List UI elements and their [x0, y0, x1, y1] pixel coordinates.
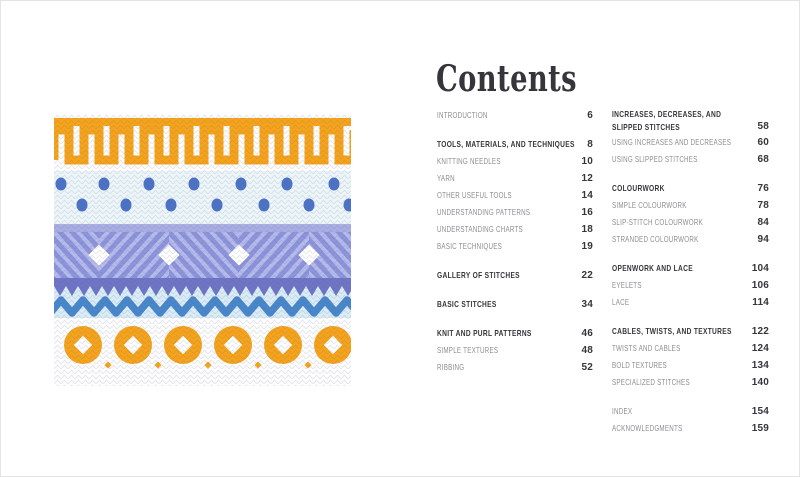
toc-entry-label: SLIP-STITCH COLOURWORK	[612, 218, 704, 227]
toc-entry	[612, 357, 769, 374]
toc-entry	[612, 180, 769, 197]
toc-entry-page: 140	[751, 377, 769, 388]
toc-entry	[612, 134, 769, 151]
toc-entry-page: 104	[751, 263, 769, 274]
toc-entry-page: 48	[581, 345, 593, 356]
toc-entry	[612, 260, 769, 277]
toc-entry	[437, 107, 593, 124]
toc-entry-label: BOLD TEXTURES	[612, 361, 667, 370]
toc-entry	[437, 136, 593, 153]
toc-entry-label: USING SLIPPED STITCHES	[612, 155, 698, 164]
toc-entry-page: 34	[581, 299, 593, 310]
toc-entry-label: SIMPLE TEXTURES	[437, 346, 499, 355]
contents-title: Contents	[436, 58, 577, 100]
toc-entry-label: EYELETS	[612, 281, 642, 290]
toc-entry-page: 134	[751, 360, 769, 371]
toc-entry-page: 159	[751, 423, 769, 434]
toc-entry-label: USING INCREASES AND DECREASES	[612, 138, 732, 147]
toc-entry-label: TOOLS, MATERIALS, AND TECHNIQUES	[437, 139, 575, 149]
toc-entry-page: 6	[587, 110, 593, 121]
toc-entry-page: 52	[581, 362, 593, 373]
toc-entry-page: 58	[757, 120, 769, 132]
toc-entry	[437, 325, 593, 342]
toc-entry-label: COLOURWORK	[612, 183, 665, 193]
toc-entry-page: 122	[751, 326, 769, 337]
toc-entry-label: TWISTS AND CABLES	[612, 344, 681, 353]
toc-entry-label: SPECIALIZED STITCHES	[612, 378, 690, 387]
toc-entry-page: 154	[751, 406, 769, 417]
toc-entry	[612, 231, 769, 248]
toc-entry-label: OTHER USEFUL TOOLS	[437, 191, 512, 200]
toc-entry-label: UNDERSTANDING CHARTS	[437, 225, 523, 234]
toc-entry	[437, 267, 593, 284]
toc-entry-page: 10	[581, 156, 593, 167]
toc-entry	[612, 323, 769, 340]
toc-entry-page: 19	[581, 241, 593, 252]
toc-entry	[437, 296, 593, 313]
toc-entry-page: 78	[757, 200, 769, 211]
toc-entry-label: UNDERSTANDING PATTERNS	[437, 208, 531, 217]
toc-entry	[612, 340, 769, 357]
toc-entry-label: OPENWORK AND LACE	[612, 263, 693, 273]
toc-entry-page: 94	[757, 234, 769, 245]
toc-entry-page: 106	[751, 280, 769, 291]
toc-entry	[437, 342, 593, 359]
toc-entry	[612, 294, 769, 311]
toc-entry-label: INTRODUCTION	[437, 111, 488, 120]
toc-entry-label: SIMPLE COLOURWORK	[612, 201, 687, 210]
toc-column-right	[612, 107, 769, 437]
toc-entry	[612, 214, 769, 231]
toc-entry-label: INCREASES, DECREASES, AND SLIPPED STITCHES	[612, 109, 722, 132]
toc-entry-label: INDEX	[612, 407, 633, 416]
toc-entry	[612, 277, 769, 294]
toc-entry	[437, 153, 593, 170]
toc-entry-page: 60	[757, 137, 769, 148]
toc-entry-page: 76	[757, 183, 769, 194]
toc-entry-page: 114	[752, 297, 769, 308]
toc-entry	[612, 374, 769, 391]
toc-entry-label: BASIC STITCHES	[437, 299, 497, 309]
toc-entry-label: RIBBING	[437, 363, 465, 372]
toc-entry	[437, 221, 593, 238]
toc-entry	[437, 204, 593, 221]
knit-texture-overlay	[54, 114, 351, 386]
toc-entry	[612, 197, 769, 214]
toc-entry-page: 22	[581, 270, 593, 281]
toc-entry-page: 18	[581, 224, 593, 235]
toc-entry-label: LACE	[612, 298, 630, 307]
toc-entry	[437, 238, 593, 255]
toc-entry-page: 84	[757, 217, 769, 228]
toc-entry-label: GALLERY OF STITCHES	[437, 270, 520, 280]
toc-entry-label: BASIC TECHNIQUES	[437, 242, 503, 251]
toc-entry-page: 14	[581, 190, 593, 201]
toc-entry-page: 16	[581, 207, 593, 218]
toc-entry-label: ACKNOWLEDGMENTS	[612, 424, 683, 433]
toc-entry	[437, 359, 593, 376]
toc-entry	[437, 187, 593, 204]
knitted-swatch-graphic	[54, 114, 351, 386]
knitted-swatch-image	[54, 114, 351, 386]
toc-entry-label: STRANDED COLOURWORK	[612, 235, 699, 244]
toc-entry-label: KNIT AND PURL PATTERNS	[437, 328, 532, 338]
toc-entry-label: CABLES, TWISTS, AND TEXTURES	[612, 326, 732, 336]
toc-entry-label: YARN	[437, 174, 455, 183]
toc-entry-page: 68	[757, 154, 769, 165]
toc-entry-label: KNITTING NEEDLES	[437, 157, 501, 166]
toc-column-left	[437, 107, 593, 376]
toc-entry-page: 12	[581, 173, 593, 184]
toc-entry-page: 8	[587, 139, 593, 150]
toc-entry	[612, 151, 769, 168]
toc-entry-page: 124	[751, 343, 769, 354]
toc-entry	[437, 170, 593, 187]
toc-entry-page: 46	[581, 328, 593, 339]
toc-entry	[612, 403, 769, 420]
toc-entry	[612, 107, 769, 134]
toc-entry	[612, 420, 769, 437]
